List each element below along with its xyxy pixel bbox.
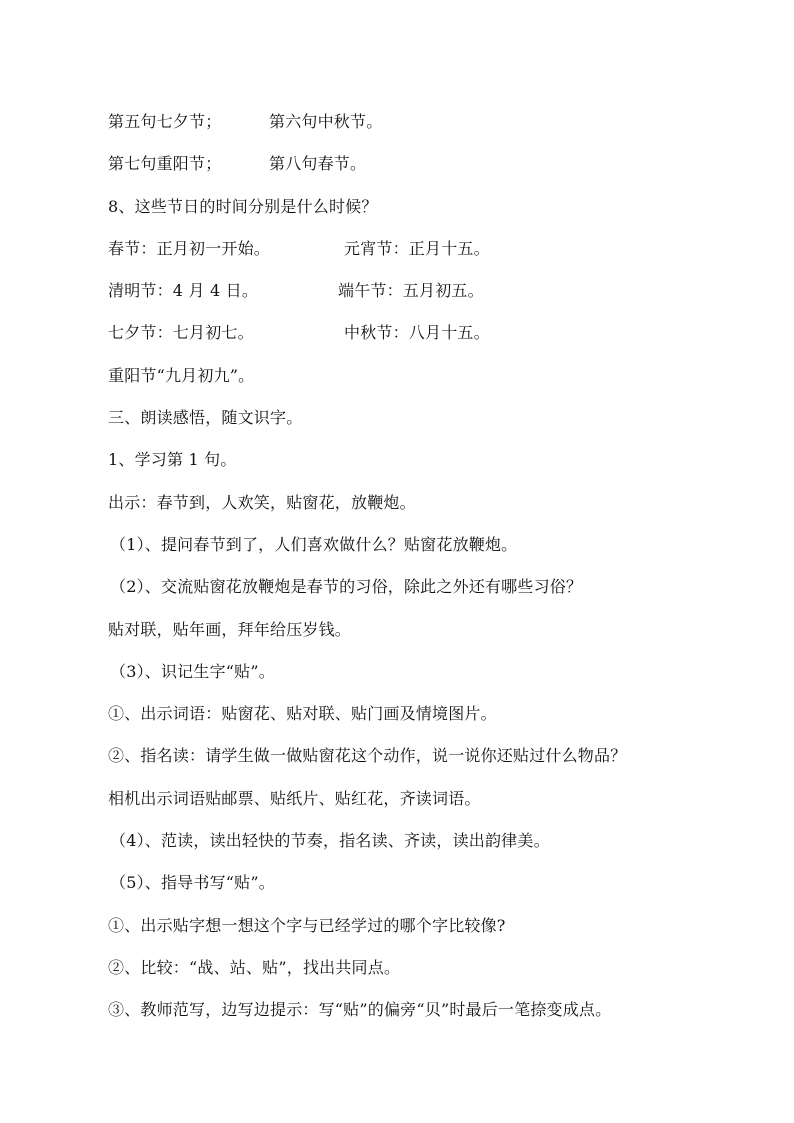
festival-date-line	[108, 228, 758, 270]
festival-sentence-line	[108, 143, 758, 185]
sentence-five-text: 第五句七夕节；	[108, 112, 222, 131]
sentence-eight-text: 第八句春节。	[269, 154, 367, 174]
step-student-reading: ②、指名读：请学生做一做贴窗花这个动作，说一说你还贴过什么物品？	[108, 746, 627, 766]
step-compare-characters: ②、比较：“战、站、贴”，找出共同点。	[108, 957, 401, 977]
step-discussion: （2）、交流贴窗花放鞭炮是春节的习俗，除此之外还有哪些习俗？	[110, 577, 583, 597]
step-model-reading: （4）、范读，读出轻快的节奏，指名读、齐读，读出韵律美。	[110, 831, 550, 851]
mid-autumn-date: 中秋节：八月十五。	[344, 323, 490, 343]
qingming-date: 清明节：4 月 4 日。	[108, 281, 259, 301]
double-ninth-date: 重阳节“九月初九”。	[108, 365, 255, 385]
step-show-words: ①、出示词语：贴窗花、贴对联、贴门画及情境图片。	[108, 704, 497, 724]
sentence-six-text: 第六句中秋节。	[269, 112, 383, 131]
study-item-heading: 1、学习第 1 句。	[108, 450, 237, 470]
festival-date-line	[108, 312, 758, 354]
step-writing-guidance: （5）、指导书写“贴”。	[110, 873, 275, 893]
question-eight: 8、这些节日的时间分别是什么时候？	[108, 196, 378, 216]
step-question: （1）、提问春节到了，人们喜欢做什么？贴窗花放鞭炮。	[110, 534, 518, 554]
custom-list: 贴对联，贴年画，拜年给压岁钱。	[108, 619, 352, 639]
section-heading: 三、朗读感悟，随文识字。	[108, 408, 303, 428]
document-body	[108, 101, 758, 1032]
festival-date-line	[108, 270, 758, 312]
lantern-festival-date: 元宵节：正月十五。	[344, 238, 490, 258]
display-sentence: 出示：春节到，人欢笑，贴窗花，放鞭炮。	[108, 492, 416, 512]
step-word-reading: 相机出示词语贴邮票、贴纸片、贴红花，齐读词语。	[108, 788, 481, 808]
step-character-learning: （3）、识记生字“贴”。	[110, 661, 275, 681]
festival-sentence-line	[108, 101, 758, 143]
step-teacher-demo: ③、教师范写，边写边提示：写“贴”的偏旁“贝”时最后一笔捺变成点。	[108, 1000, 612, 1020]
step-think-character: ①、出示贴字想一想这个字与已经学过的哪个字比较像?	[108, 915, 506, 935]
sentence-seven-text: 第七句重阳节；	[108, 154, 222, 174]
dragon-boat-date: 端午节：五月初五。	[338, 281, 484, 301]
spring-festival-date: 春节：正月初一开始。	[108, 238, 271, 258]
qixi-date: 七夕节：七月初七。	[108, 323, 254, 343]
